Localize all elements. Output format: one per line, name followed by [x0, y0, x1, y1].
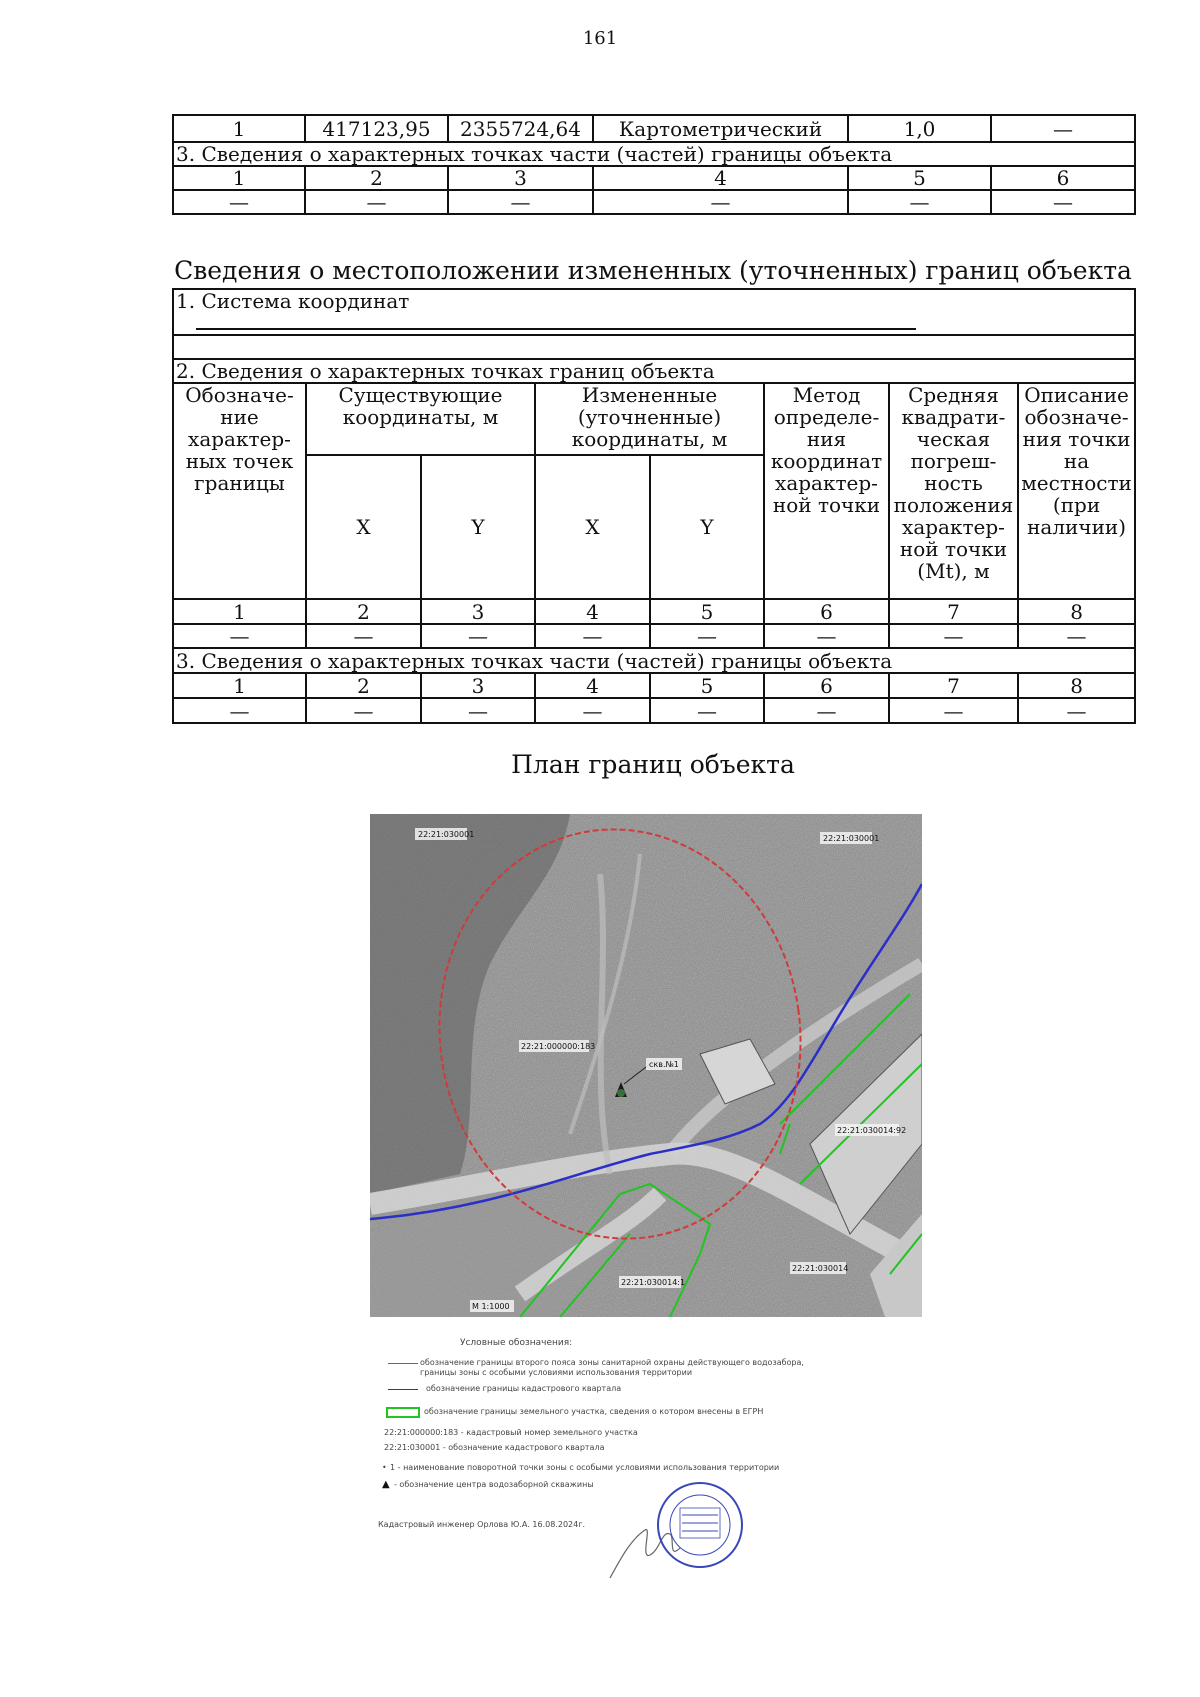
- table-row: [173, 599, 1135, 624]
- coord-system-value-line: [196, 314, 916, 330]
- table-row: [173, 115, 1135, 142]
- table-cell: 2: [306, 673, 421, 698]
- table-row: [173, 289, 1135, 335]
- page-number: 161: [582, 28, 618, 49]
- table-cell: 1: [173, 599, 306, 624]
- table-cell: 6: [764, 599, 889, 624]
- map-label-well: скв.№1: [649, 1060, 679, 1069]
- table-cell: —: [1018, 698, 1135, 723]
- table-cell: 3: [421, 673, 535, 698]
- table-cell: —: [173, 190, 305, 214]
- map-label-quarter: 22:21:030001: [418, 830, 475, 839]
- table-row: [173, 142, 1135, 166]
- aerial-plan-map: [370, 814, 922, 1317]
- map-label-quarter: 22:21:030001: [823, 834, 880, 843]
- coord-system-row: [173, 289, 1135, 335]
- header-x-existing: X: [306, 455, 421, 599]
- table-cell: 7: [889, 599, 1018, 624]
- table-header-row: [173, 383, 1135, 455]
- table-row: [173, 166, 1135, 190]
- table-cell: 7: [889, 673, 1018, 698]
- table-cell: —: [535, 698, 650, 723]
- table-changed-boundaries: [172, 288, 1136, 724]
- table-row: [173, 190, 1135, 214]
- header-description: Описание обозначе-ния точки на местности (при наличии): [1018, 383, 1135, 599]
- map-legend: [370, 1320, 922, 1650]
- section-title: 3. Сведения о характерных точках части (частей) границы объекта: [173, 142, 1135, 166]
- table-cell: —: [173, 698, 306, 723]
- table-cell: 417123,95: [305, 115, 448, 142]
- header-y-existing: Y: [421, 455, 535, 599]
- table-row: [173, 698, 1135, 723]
- table-cell: 2: [306, 599, 421, 624]
- legend-item: - обозначение центра водозаборной скважины: [394, 1480, 594, 1489]
- map-label-parcel: 22:21:000000:183: [521, 1042, 596, 1051]
- header-rms: Средняя квадрати-ческая погреш-ность положения характер-ной точки (Mt), м: [889, 383, 1018, 599]
- table-cell: —: [305, 190, 448, 214]
- table-cell: 5: [650, 599, 764, 624]
- table-cell: 8: [1018, 599, 1135, 624]
- table-cell: —: [306, 698, 421, 723]
- legend-point-icon: •: [382, 1463, 387, 1472]
- table-cell: 5: [848, 166, 991, 190]
- table-cell: —: [421, 698, 535, 723]
- table-cell: 4: [535, 599, 650, 624]
- table-cell: 1: [173, 673, 306, 698]
- section-title: 3. Сведения о характерных точках части (частей) границы объекта: [173, 648, 1135, 673]
- legend-item: обозначение границы кадастрового квартала: [426, 1384, 622, 1393]
- map-scale: М 1:1000: [472, 1302, 510, 1311]
- legend-swatch-zone: [388, 1363, 418, 1364]
- table-row: [173, 648, 1135, 673]
- header-existing: Существующие координаты, м: [306, 383, 535, 455]
- table-cell: 2355724,64: [448, 115, 593, 142]
- table-cell: 2: [305, 166, 448, 190]
- table-cell: 1: [173, 166, 305, 190]
- signature-and-stamp: [600, 1470, 750, 1590]
- table-row: [173, 335, 1135, 359]
- table-row: [173, 624, 1135, 648]
- table-cell: —: [764, 698, 889, 723]
- table-cell: —: [1018, 624, 1135, 648]
- legend-item: обозначение границы второго пояса зоны санитарной охраны действующего водозабора,: [420, 1358, 804, 1367]
- header-designation: Обозначе-ние характер-ных точек границы: [173, 383, 306, 599]
- legend-item: границы зоны с особыми условиями использования территории: [420, 1368, 693, 1377]
- table-cell: 3: [421, 599, 535, 624]
- table-cell: —: [991, 190, 1135, 214]
- legend-item: 22:21:000000:183 - кадастровый номер земельного участка: [384, 1428, 638, 1437]
- table-cell: —: [593, 190, 848, 214]
- table-cell: —: [650, 698, 764, 723]
- engineer-signature-line: Кадастровый инженер Орлова Ю.А. 16.08.2024г.: [378, 1520, 585, 1529]
- section-heading: Сведения о местоположении измененных (уточненных) границ объекта: [174, 256, 1132, 285]
- section-title: 2. Сведения о характерных точках границ объекта: [173, 359, 1135, 383]
- table-cell: 1,0: [848, 115, 991, 142]
- table-cell: Картометрический: [593, 115, 848, 142]
- table-cell: 6: [764, 673, 889, 698]
- header-changed: Измененные (уточненные) координаты, м: [535, 383, 764, 455]
- table-cell: —: [889, 698, 1018, 723]
- table-points-part-1: [172, 114, 1136, 215]
- table-row: [173, 359, 1135, 383]
- table-cell: —: [421, 624, 535, 648]
- table-cell: —: [650, 624, 764, 648]
- map-label-parcel: 22:21:030014:92: [837, 1126, 907, 1135]
- header-y-changed: Y: [650, 455, 764, 599]
- table-cell: 8: [1018, 673, 1135, 698]
- legend-item: 22:21:030001 - обозначение кадастрового квартала: [384, 1443, 605, 1452]
- map-label-parcel: 22:21:030014:1: [621, 1278, 686, 1287]
- table-cell: —: [848, 190, 991, 214]
- table-cell: 6: [991, 166, 1135, 190]
- legend-swatch-quarter: [388, 1389, 418, 1390]
- table-cell: —: [764, 624, 889, 648]
- header-x-changed: X: [535, 455, 650, 599]
- table-cell: —: [991, 115, 1135, 142]
- table-cell: —: [448, 190, 593, 214]
- map-label-quarter: 22:21:030014: [792, 1264, 849, 1273]
- table-cell: —: [173, 624, 306, 648]
- table-cell: —: [535, 624, 650, 648]
- legend-title: Условные обозначения:: [460, 1338, 573, 1348]
- header-method: Метод определе-ния координат характер-ной точки: [764, 383, 889, 599]
- blank-row: [173, 335, 1135, 359]
- table-cell: 5: [650, 673, 764, 698]
- plan-title: План границ объекта: [511, 750, 795, 779]
- well-icon: ▲: [382, 1479, 390, 1490]
- legend-swatch-parcel: [386, 1407, 420, 1418]
- seal-icon: [658, 1483, 742, 1567]
- legend-item: обозначение границы земельного участка, сведения о котором внесены в ЕГРН: [424, 1407, 764, 1416]
- table-cell: —: [889, 624, 1018, 648]
- table-cell: 4: [593, 166, 848, 190]
- table-cell: 1: [173, 115, 305, 142]
- table-cell: —: [306, 624, 421, 648]
- table-row: [173, 673, 1135, 698]
- table-cell: 4: [535, 673, 650, 698]
- coord-system-label: 1. Система координат: [176, 289, 410, 313]
- legend-item: 1 - наименование поворотной точки зоны с особыми условиями использования территории: [390, 1463, 780, 1472]
- table-cell: 3: [448, 166, 593, 190]
